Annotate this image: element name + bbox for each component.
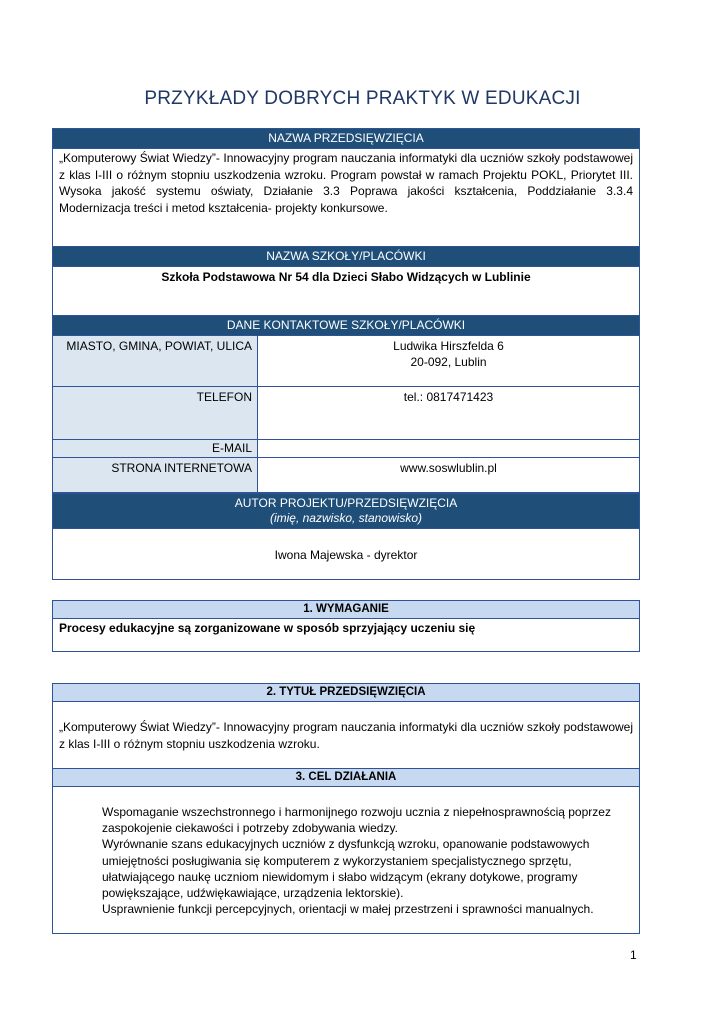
requirement-text: Procesy edukacyjne są zorganizowane w sposób sprzyjający uczeniu się [59, 621, 476, 635]
page-number: 1 [630, 948, 637, 962]
website-value: www.soswlublin.pl [400, 461, 497, 475]
goal-paragraph-3: Usprawnienie funkcji percepcyjnych, orientacji w małej przestrzeni i sprawności manualnych. [102, 902, 594, 917]
goal-content [53, 787, 639, 917]
email-value [258, 440, 639, 457]
school-name-value: Szkoła Podstawowa Nr 54 dla Dzieci Słabo Widzących w Lublinie [53, 267, 639, 316]
school-name-header: NAZWA SZKOŁY/PLACÓWKI [53, 247, 639, 267]
phone-value: tel.: 0817471423 [403, 390, 494, 404]
project-name-header: NAZWA PRZEDSIĘWZIĘCIA [53, 129, 639, 149]
website-row [53, 458, 639, 493]
requirement-header: 1. WYMAGANIE [53, 601, 639, 619]
email-label: E-MAIL [53, 440, 258, 457]
goal-header: 3. CEL DZIAŁANIA [53, 769, 639, 787]
project-title-text: „Komputerowy Świat Wiedzy”- Innowacyjny program nauczania informatyki dla uczniów szkoły podstawowej z klas I-III o różnym stopniu uszkodzenia wzroku. [53, 702, 639, 769]
title-goal-table [52, 683, 640, 934]
contact-header: DANE KONTAKTOWE SZKOŁY/PLACÓWKI [53, 316, 639, 336]
project-name-text: „Komputerowy Świat Wiedzy”- Innowacyjny program nauczania informatyki dla uczniów szkoły podstawowej z klas I-III o różnym stopniu uszkodzenia wzroku. Program powstał w ramach Projektu POKL, Priorytet III. Wysoka jakość systemu oświaty, Działanie 3.3 Poprawa jakości kształcenia, Poddziałanie 3.3.4 Modernizacja treści i metod kształcenia- projekty konkursowe. [53, 149, 639, 247]
address-value [258, 336, 639, 386]
project-info-table [52, 128, 640, 580]
author-value: Iwona Majewska - dyrektor [274, 548, 418, 562]
goal-paragraph-1: Wspomaganie wszechstronnego i harmonijnego rozwoju ucznia z niepełnosprawnością poprzez zaspokojenie ciekawości i potrzeby zdobywania wiedzy. [102, 805, 611, 836]
goal-paragraph-2: Wyrównanie szans edukacyjnych uczniów z dysfunkcją wzroku, opanowanie podstawowych umiejętności posługiwania się komputerem z wykorzystaniem specjalistycznego sprzętu, ułatwiającego naukę uczniom niewidomym i słabo widzącym (ekrany dotykowe, programy powiększające, udźwiękawiające, urządzenia lektorskie). [102, 837, 590, 901]
address-label: MIASTO, GMINA, POWIAT, ULICA [53, 336, 258, 386]
email-row [53, 440, 639, 458]
phone-label: TELEFON [53, 387, 258, 439]
author-header-subtitle: (imię, nazwisko, stanowisko) [269, 511, 423, 525]
address-line-1: Ludwika Hirszfelda 6 [393, 339, 504, 353]
page-title: PRZYKŁADY DOBRYCH PRAKTYK W EDUKACJI [144, 88, 581, 109]
phone-row [53, 387, 639, 440]
address-row [53, 336, 639, 387]
author-header [53, 493, 639, 529]
requirement-table [52, 600, 640, 652]
author-header-title: AUTOR PROJEKTU/PRZEDSIĘWZIĘCIA [234, 496, 458, 510]
website-label: STRONA INTERNETOWA [53, 458, 258, 492]
address-line-2: 20-092, Lublin [410, 355, 487, 369]
project-title-header: 2. TYTUŁ PRZEDSIĘWZIĘCIA [53, 684, 639, 702]
